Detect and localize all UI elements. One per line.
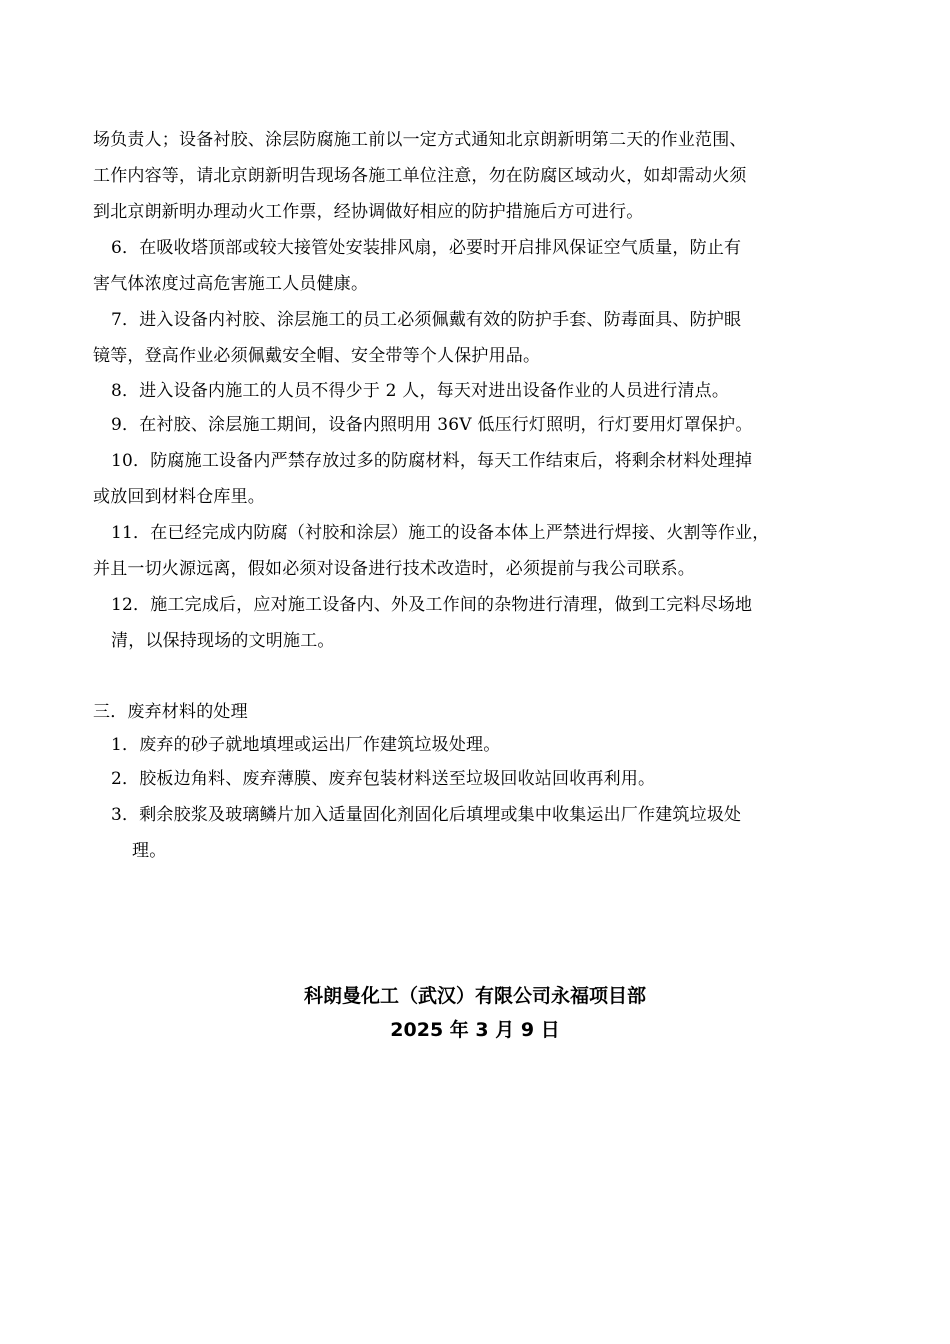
section-item: 2．胶板边角料、废弃薄膜、废弃包装材料送至垃圾回收站回收再利用。	[111, 769, 656, 789]
list-item-12-line: 清，以保持现场的文明施工。	[111, 631, 335, 651]
paragraph-line: 工作内容等，请北京朗新明告现场各施工单位注意，勿在防腐区域动火，如却需动火须	[93, 166, 747, 186]
list-item-10-line: 10．防腐施工设备内严禁存放过多的防腐材料，每天工作结束后，将剩余材料处理掉	[111, 451, 753, 471]
list-item-6-line: 害气体浓度过高危害施工人员健康。	[93, 274, 369, 294]
list-item-7-line: 7．进入设备内衬胶、涂层施工的员工必须佩戴有效的防护手套、防毒面具、防护眼	[111, 310, 742, 330]
paragraph-line: 场负责人；设备衬胶、涂层防腐施工前以一定方式通知北京朗新明第二天的作业范围、	[93, 130, 747, 150]
list-item-9: 9．在衬胶、涂层施工期间，设备内照明用 36V 低压行灯照明，行灯要用灯罩保护。	[111, 415, 753, 435]
section-heading: 三．废弃材料的处理	[93, 702, 248, 722]
list-item-12-line: 12．施工完成后，应对施工设备内、外及工作间的杂物进行清理，做到工完料尽场地	[111, 595, 753, 615]
list-item-7-line: 镜等，登高作业必须佩戴安全帽、安全带等个人保护用品。	[93, 346, 541, 366]
list-item-10-line: 或放回到材料仓库里。	[93, 487, 265, 507]
section-item-continuation: 理。	[132, 841, 167, 861]
list-item-6-line: 6．在吸收塔顶部或较大接管处安装排风扇，必要时开启排风保证空气质量，防止有	[111, 238, 742, 258]
paragraph-line: 到北京朗新明办理动火工作票，经协调做好相应的防护措施后方可进行。	[93, 202, 644, 222]
list-item-11-line: 并且一切火源远离，假如必须对设备进行技术改造时，必须提前与我公司联系。	[93, 559, 695, 579]
list-item-8: 8．进入设备内施工的人员不得少于 2 人，每天对进出设备作业的人员进行清点。	[111, 381, 730, 401]
section-item: 1．废弃的砂子就地填埋或运出厂作建筑垃圾处理。	[111, 735, 501, 755]
section-item: 3．剩余胶浆及玻璃鳞片加入适量固化剂固化后填埋或集中收集运出厂作建筑垃圾处	[111, 805, 742, 825]
signature-date: 2025 年 3 月 9 日	[390, 1019, 560, 1041]
signature-company: 科朗曼化工（武汉）有限公司永福项目部	[303, 985, 646, 1007]
list-item-11-line: 11．在已经完成内防腐（衬胶和涂层）施工的设备本体上严禁进行焊接、火割等作业，	[111, 523, 770, 543]
